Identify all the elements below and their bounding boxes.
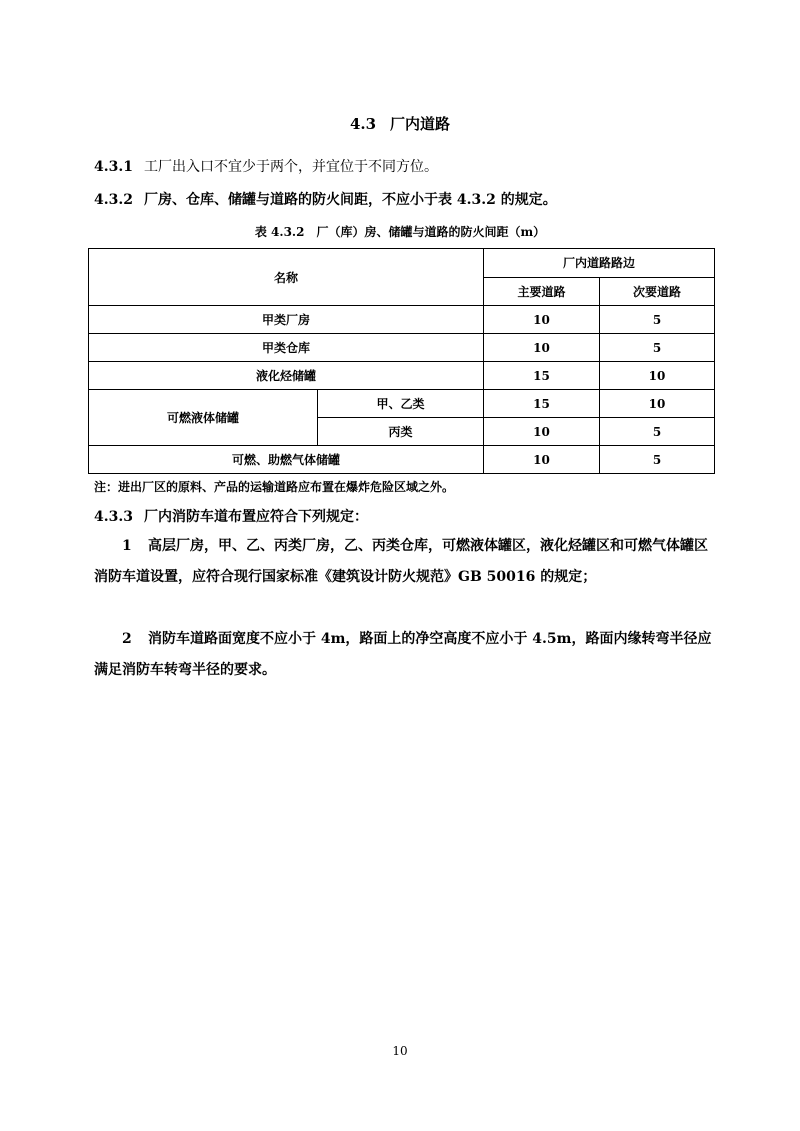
row-subclass: 甲、乙类 bbox=[318, 390, 484, 418]
clause-4-3-2 bbox=[94, 189, 557, 209]
row-name: 甲类厂房 bbox=[89, 306, 484, 334]
row-main: 15 bbox=[484, 362, 600, 390]
row-secondary: 5 bbox=[600, 446, 715, 474]
table-caption: 表 4.3.2 厂（库）房、储罐与道路的防火间距（m） bbox=[254, 225, 546, 239]
row-main: 10 bbox=[484, 334, 600, 362]
item-number: 1 bbox=[122, 538, 132, 554]
clause-text: 厂内消防车道布置应符合下列规定： bbox=[144, 509, 368, 525]
clause-number: 4.3.2 bbox=[94, 192, 133, 208]
header-secondary-road: 次要道路 bbox=[600, 277, 715, 306]
table-row bbox=[89, 390, 715, 418]
row-name: 液化烃储罐 bbox=[89, 362, 484, 390]
table-row bbox=[89, 334, 715, 362]
header-name: 名称 bbox=[89, 249, 484, 306]
clause-4-3-3 bbox=[94, 506, 368, 526]
table-row bbox=[89, 306, 715, 334]
clause-number: 4.3.1 bbox=[94, 159, 133, 175]
page-number: 10 bbox=[392, 1044, 408, 1058]
fire-spacing-table bbox=[88, 248, 715, 474]
row-main: 15 bbox=[484, 390, 600, 418]
list-item-1 bbox=[94, 531, 714, 593]
row-secondary: 5 bbox=[600, 334, 715, 362]
section-heading bbox=[0, 113, 800, 134]
row-name: 可燃、助燃气体储罐 bbox=[89, 446, 484, 474]
table-header-row bbox=[89, 249, 715, 278]
clause-number: 4.3.3 bbox=[94, 509, 133, 525]
header-road-edge: 厂内道路路边 bbox=[484, 249, 715, 278]
table-row bbox=[89, 446, 715, 474]
item-text: 消防车道路面宽度不应小于 4m，路面上的净空高度不应小于 4.5m，路面内缘转弯半径应满足消防车转弯半径的要求。 bbox=[94, 631, 712, 678]
row-secondary: 10 bbox=[600, 362, 715, 390]
item-number: 2 bbox=[122, 631, 132, 647]
clause-text: 厂房、仓库、储罐与道路的防火间距，不应小于表 4.3.2 的规定。 bbox=[144, 192, 557, 208]
row-name: 可燃液体储罐 bbox=[89, 390, 318, 446]
row-main: 10 bbox=[484, 446, 600, 474]
table-row bbox=[89, 362, 715, 390]
table-note: 注：进出厂区的原料、产品的运输道路应布置在爆炸危险区域之外。 bbox=[94, 480, 455, 494]
section-number: 4.3 bbox=[349, 115, 377, 133]
row-name: 甲类仓库 bbox=[89, 334, 484, 362]
item-text: 高层厂房，甲、乙、丙类厂房，乙、丙类仓库，可燃液体罐区，液化烃罐区和可燃气体罐区消防车道设置，应符合现行国家标准《建筑设计防火规范》GB 50016 的规定； bbox=[94, 538, 708, 585]
header-main-road: 主要道路 bbox=[484, 277, 600, 306]
row-secondary: 10 bbox=[600, 390, 715, 418]
clause-4-3-1 bbox=[94, 156, 438, 176]
row-main: 10 bbox=[484, 418, 600, 446]
section-title: 厂内道路 bbox=[390, 115, 451, 133]
row-secondary: 5 bbox=[600, 418, 715, 446]
list-item-2 bbox=[94, 624, 714, 686]
row-main: 10 bbox=[484, 306, 600, 334]
row-secondary: 5 bbox=[600, 306, 715, 334]
row-subclass: 丙类 bbox=[318, 418, 484, 446]
clause-text: 工厂出入口不宜少于两个，并宜位于不同方位。 bbox=[144, 159, 438, 175]
